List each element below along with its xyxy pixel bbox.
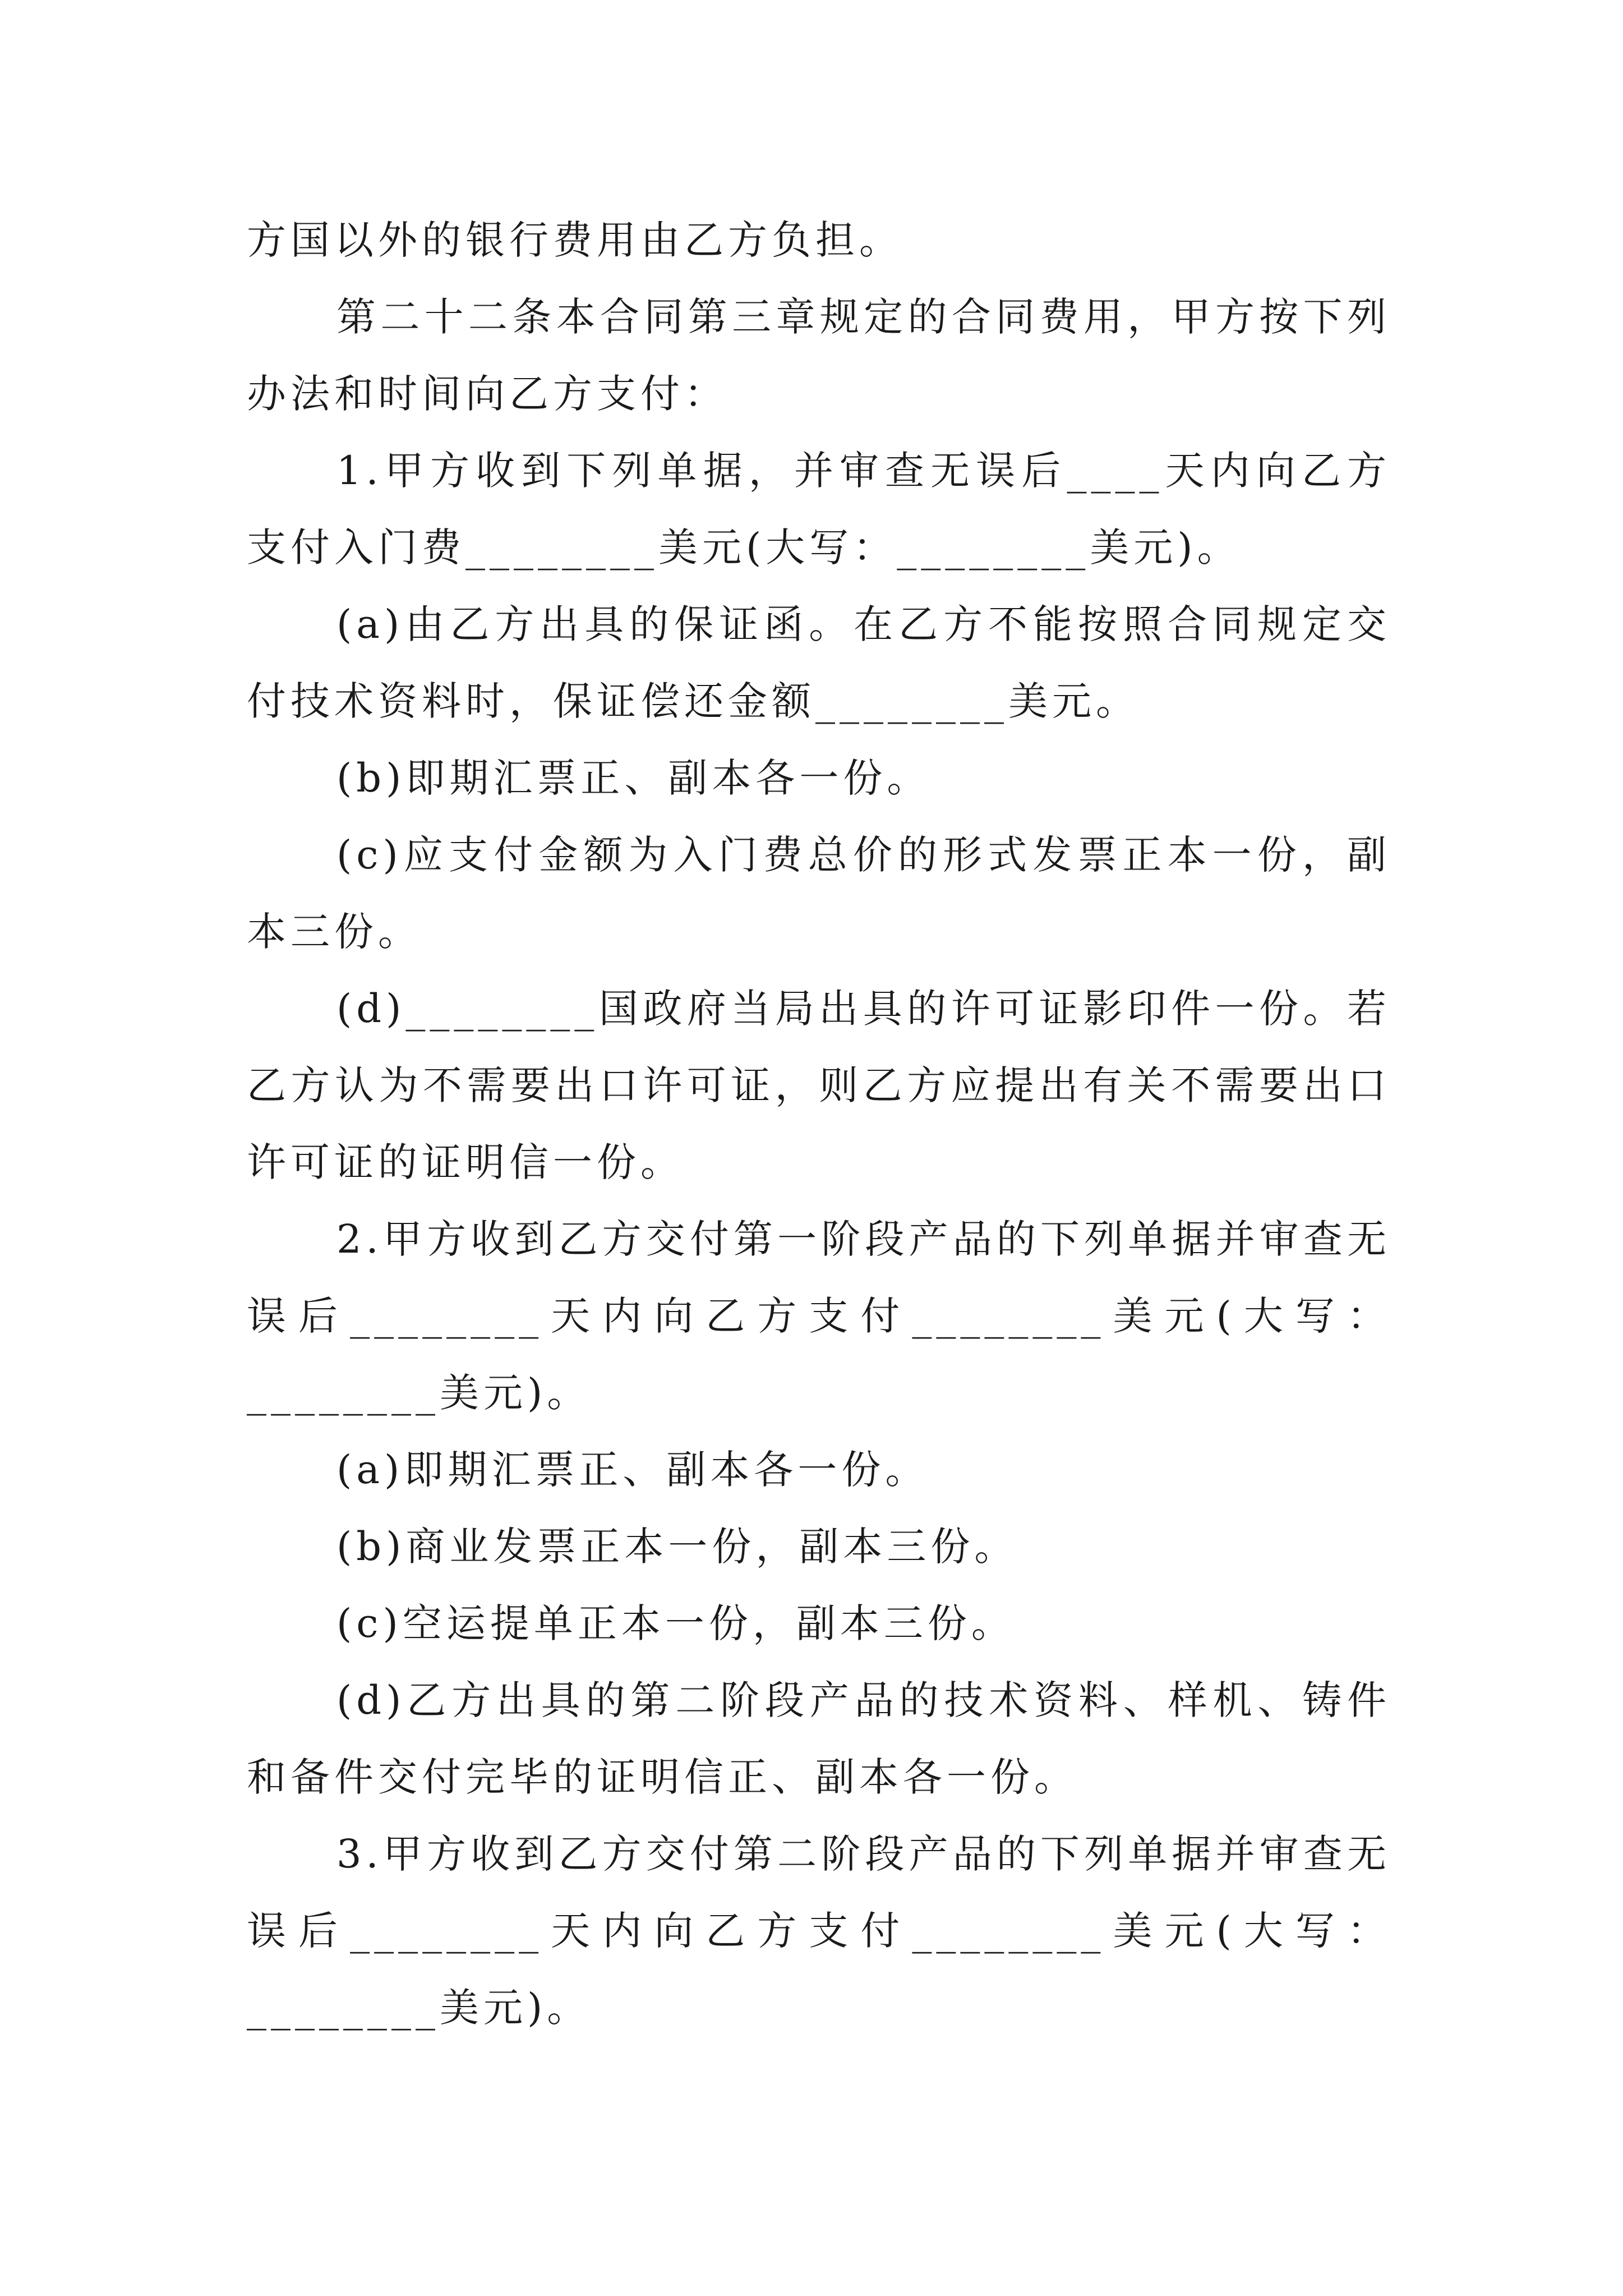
paragraph: (c)空运提单正本一份，副本三份。 bbox=[336, 1600, 1015, 1646]
paragraph: (b)即期汇票正、副本各一份。 bbox=[336, 755, 931, 801]
paragraph: 1.甲方收到下列单据，并审查无误后____天内向乙方支付入门费________美元(大写：________美元)。 bbox=[247, 448, 1391, 570]
paragraph: 第二十二条本合同第三章规定的合同费用，甲方按下列办法和时间向乙方支付： bbox=[247, 294, 1391, 417]
paragraph: 3.甲方收到乙方交付第二阶段产品的下列单据并审查无误后________天内向乙方支付________美元(大写：________美元)。 bbox=[247, 1831, 1391, 2031]
document-body bbox=[247, 202, 1391, 2046]
paragraph: (d)乙方出具的第二阶段产品的技术资料、样机、铸件和备件交付完毕的证明信正、副本各一份。 bbox=[247, 1677, 1391, 1800]
paragraph: 2.甲方收到乙方交付第一阶段产品的下列单据并审查无误后________天内向乙方支付________美元(大写：________美元)。 bbox=[247, 1216, 1391, 1416]
paragraph: (d)________国政府当局出具的许可证影印件一份。若乙方认为不需要出口许可证，则乙方应提出有关不需要出口许可证的证明信一份。 bbox=[247, 986, 1391, 1185]
paragraph: (a)即期汇票正、副本各一份。 bbox=[336, 1447, 929, 1493]
paragraph: (a)由乙方出具的保证函。在乙方不能按照合同规定交付技术资料时，保证偿还金额________美元。 bbox=[247, 601, 1391, 724]
paragraph: (b)商业发票正本一份，副本三份。 bbox=[336, 1524, 1018, 1570]
paragraph: 方国以外的银行费用由乙方负担。 bbox=[247, 217, 903, 263]
paragraph: (c)应支付金额为入门费总价的形式发票正本一份，副本三份。 bbox=[247, 832, 1391, 955]
